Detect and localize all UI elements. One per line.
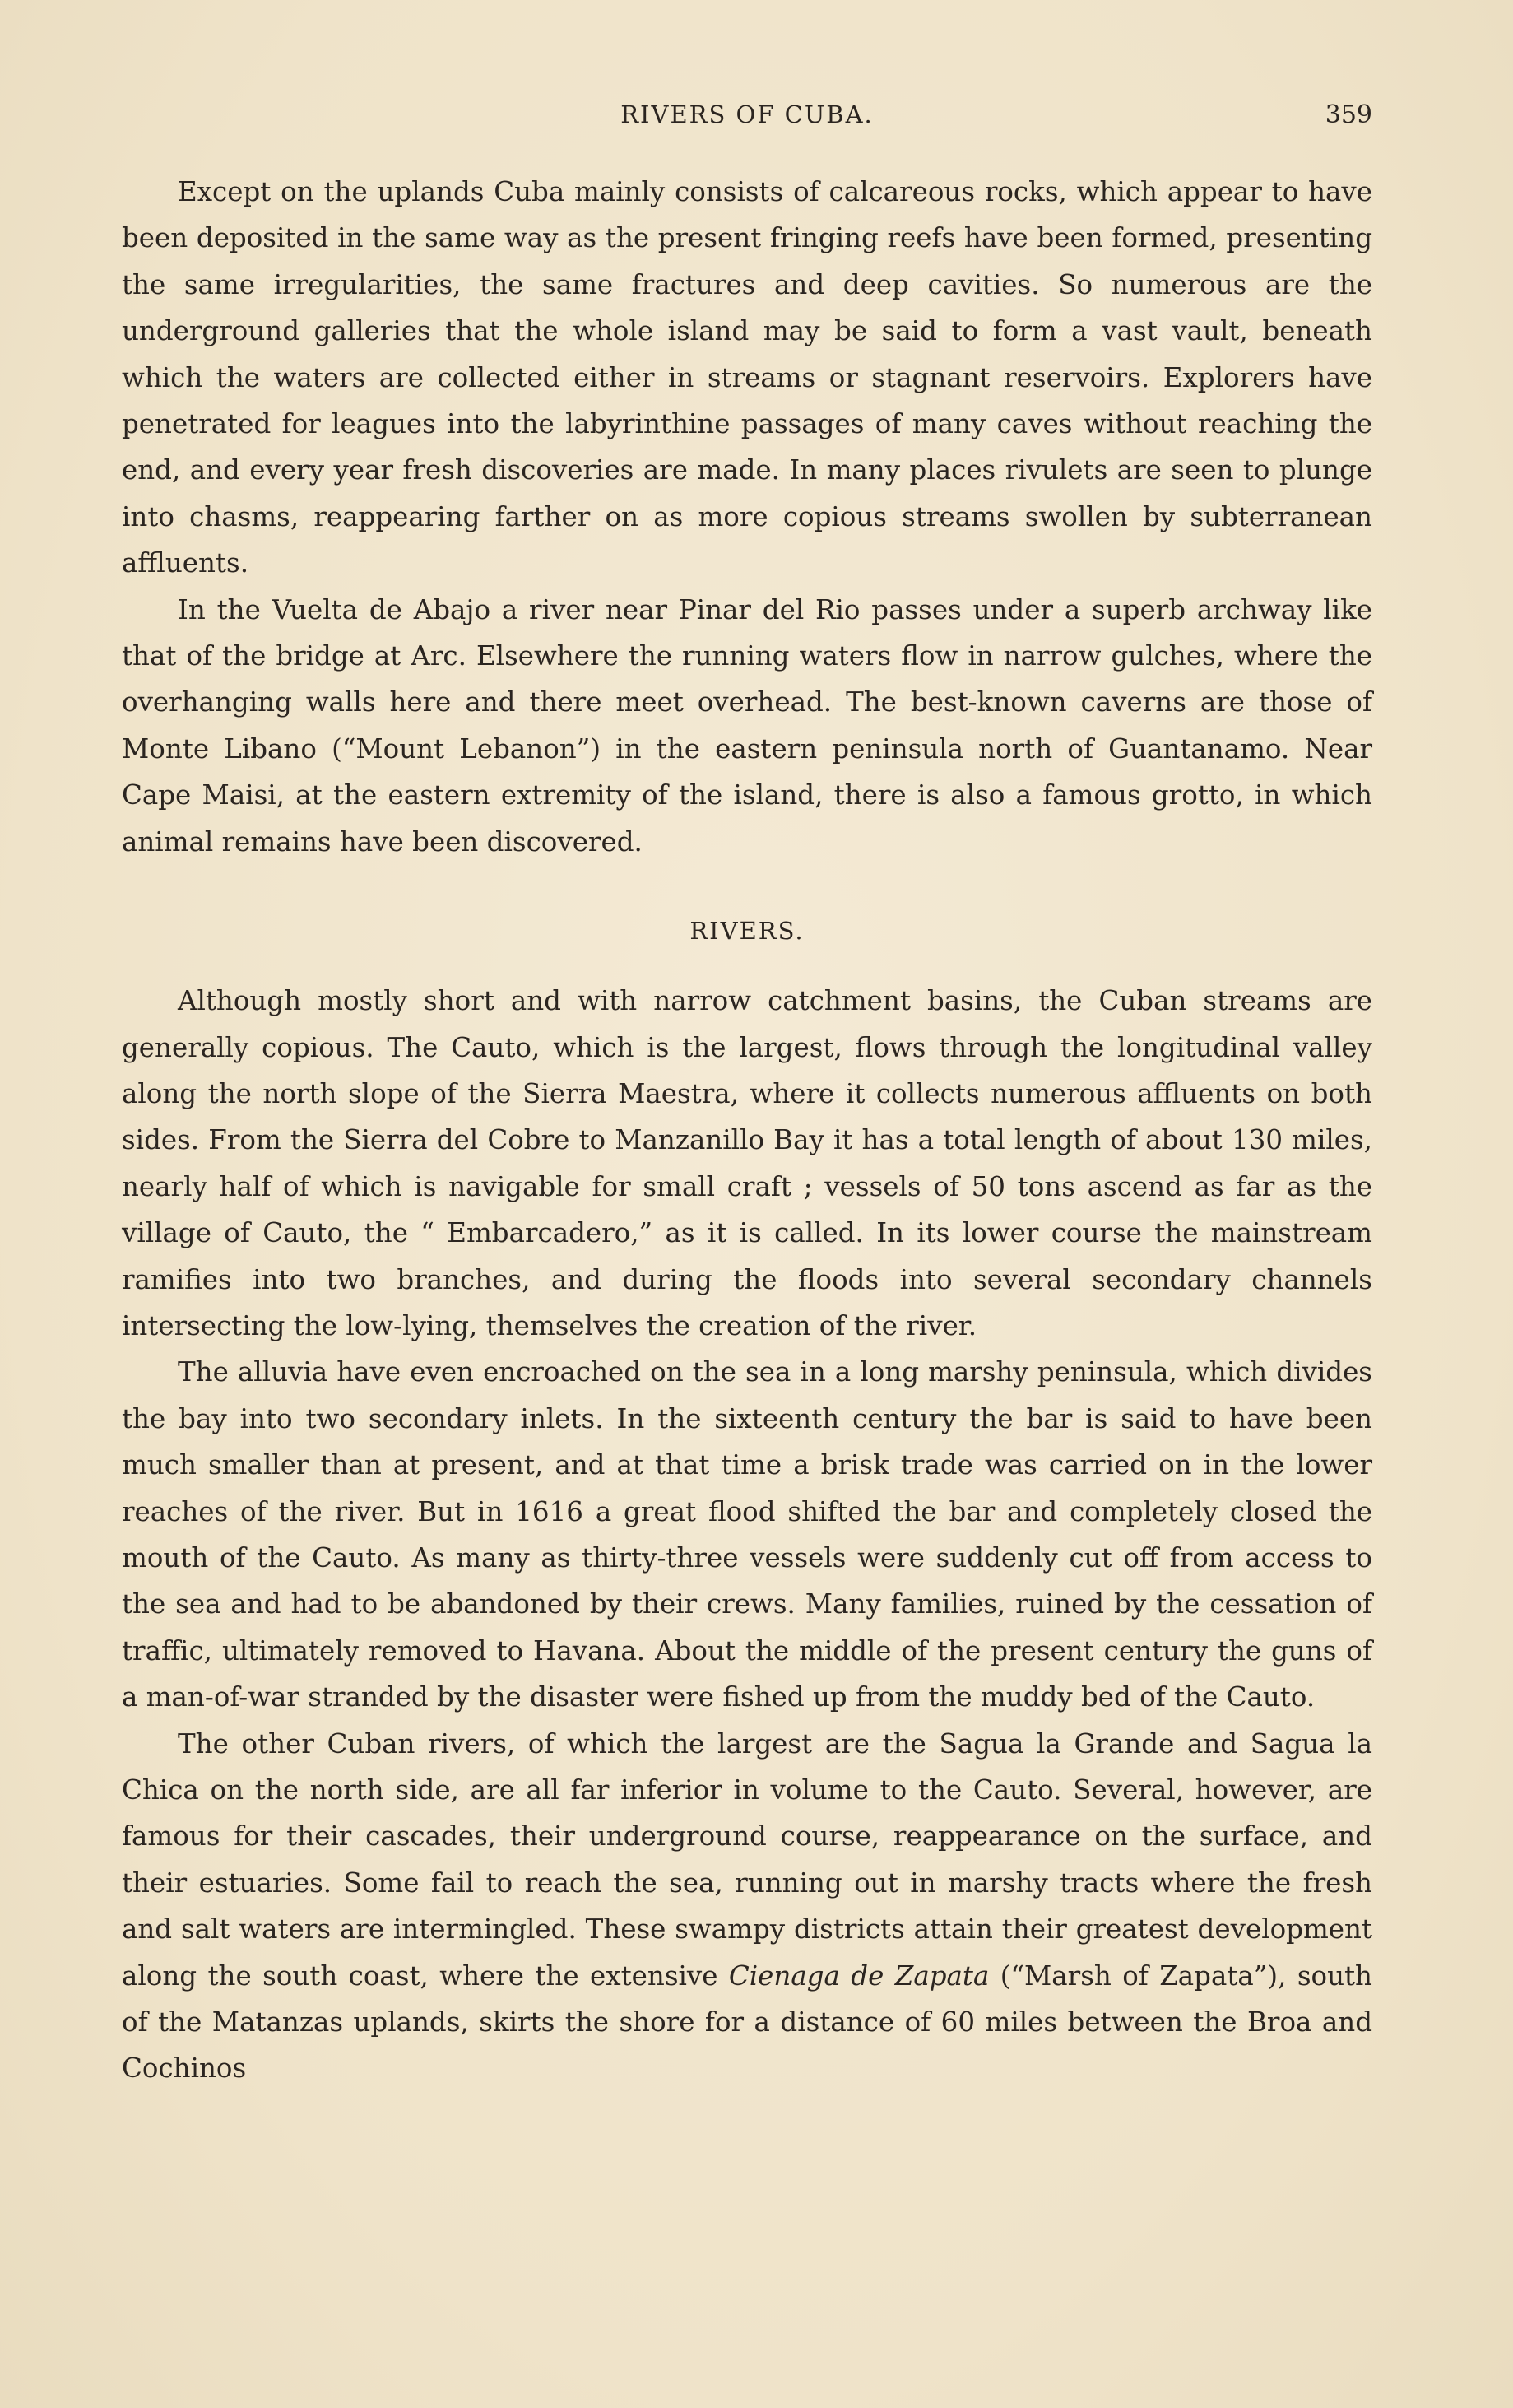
paragraph-other-rivers-continued: (“Marsh of Zapata”), south of the Matanzas uplands, skirts the shore for a distance of 60 miles between the Broa and Cochinos bbox=[122, 1959, 1372, 2085]
place-name-cienaga-de-zapata: Cienaga de Zapata bbox=[728, 1959, 990, 1992]
paragraph-other-rivers-text: The other Cuban rivers, of which the largest are the Sagua la Grande and Sagua la Chica on the north side, are all far inferior in volume to the Cauto. Several, however, are famous for their cascades, their underground course, reappearance on the surface, and their estuaries. Some fail to reach the sea, running out in marshy tracts where the fresh and salt waters are intermingled. These swampy districts attain their greatest development along the south coast, where the extensive bbox=[122, 1727, 1372, 1992]
running-head bbox=[122, 100, 1372, 142]
paragraph-alluvia: The alluvia have even encroached on the sea in a long marshy peninsula, which divides the bay into two secondary inlets. In the sixteenth century the bar is said to have been much smaller than at present, and at that time a brisk trade was carried on in the lower reaches of the river. But in 1616 a great flood shifted the bar and completely closed the mouth of the Cauto. As many as thirty-three vessels were suddenly cut off from access to the sea and had to be abandoned by their crews. Many families, ruined by the cessation of traffic, ultimately removed to Havana. About the middle of the present century the guns of a man-of-war stranded by the disaster were fished up from the muddy bed of the Cauto. bbox=[122, 1356, 1372, 1713]
body-text bbox=[122, 169, 1372, 2092]
page-number: 359 bbox=[1325, 100, 1372, 129]
paragraph-cauto: Although mostly short and with narrow catchment basins, the Cuban streams are generally copious. The Cauto, which is the largest, flows through the longitudinal valley along the north slope of the Sierra Maestra, where it collects numerous affluents on both sides. From the Sierra del Cobre to Manzanillo Bay it has a total length of about 130 miles, nearly half of which is navigable for small craft ; vessels of 50 tons ascend as far as the village of Cauto, the “ Embarcadero,” as it is called. In its lower course the mainstream ramifies into two branches, and during the floods into several secondary channels intersecting the low-lying, themselves the creation of the river. bbox=[122, 985, 1372, 1341]
paragraph-caverns: In the Vuelta de Abajo a river near Pinar del Rio passes under a superb archway like that of the bridge at Arc. Elsewhere the running waters flow in narrow gulches, where the overhanging walls here and there meet overhead. The best-known caverns are those of Monte Libano (“Mount Lebanon”) in the eastern peninsula north of Guantanamo. Near Cape Maisi, at the eastern extremity of the island, there is also a famous grotto, in which animal remains have been discovered. bbox=[122, 593, 1372, 858]
paragraph-caves: Except on the uplands Cuba mainly consists of calcareous rocks, which appear to have been deposited in the same way as the present fringing reefs have been formed, presenting the same irregularities, the same fractures and deep cavities. So numerous are the underground galleries that the whole island may be said to form a vast vault, beneath which the waters are collected either in streams or stagnant reservoirs. Explorers have penetrated for leagues into the labyrinthine passages of many caves without reaching the end, and every year fresh discoveries are made. In many places rivulets are seen to plunge into chasms, reappearing farther on as more copious streams swollen by subterranean affluents. bbox=[122, 176, 1372, 579]
running-title: RIVERS OF CUBA. bbox=[620, 100, 874, 128]
paragraph-other-rivers bbox=[122, 1721, 1372, 2092]
section-heading-rivers: RIVERS. bbox=[689, 917, 805, 946]
